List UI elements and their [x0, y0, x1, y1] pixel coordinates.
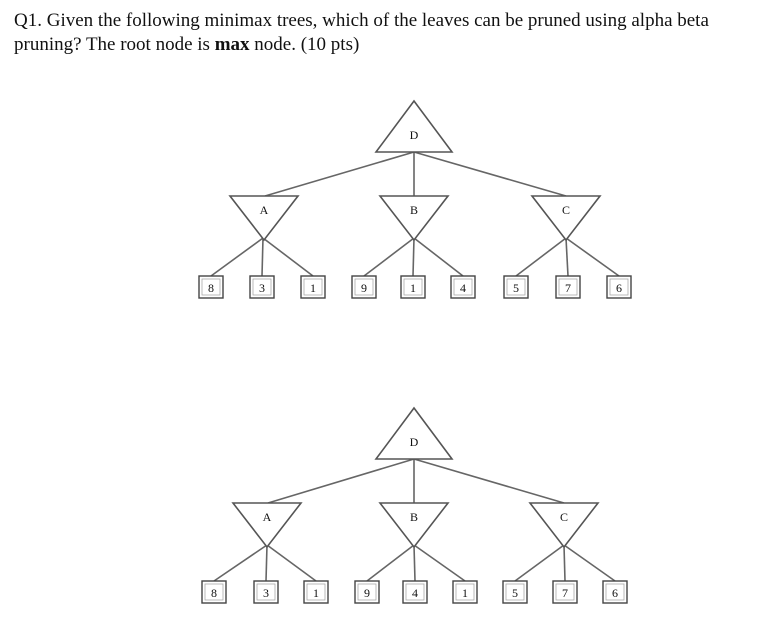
max-node-root	[376, 101, 452, 152]
edge-a-leaf-2	[262, 238, 263, 276]
edge-a-leaf-2	[266, 545, 267, 581]
node-label-b: B	[409, 203, 419, 217]
leaf-node	[603, 581, 627, 603]
edge-c-leaf-1	[516, 238, 566, 276]
edge-a-leaf-3	[267, 545, 316, 581]
edge-b-leaf-3	[414, 545, 465, 581]
leaf-value: 1	[410, 281, 416, 295]
edge-root-c	[414, 152, 566, 196]
leaf-value: 9	[364, 586, 370, 600]
leaf-value: 3	[263, 586, 269, 600]
node-label-root: D	[409, 128, 419, 142]
edge-root-a	[268, 459, 414, 503]
leaf-node	[301, 276, 325, 298]
edge-c-leaf-3	[564, 545, 615, 581]
edge-c-leaf-3	[566, 238, 619, 276]
edge-b-leaf-2	[413, 238, 414, 276]
question-body-end: node. (10 pts)	[249, 34, 360, 55]
leaf-node	[352, 276, 376, 298]
tree-1	[199, 101, 631, 298]
leaf-value: 1	[462, 586, 468, 600]
leaf-value: 6	[616, 281, 622, 295]
leaf-node	[403, 581, 427, 603]
leaf-node	[202, 581, 226, 603]
node-label-a: A	[262, 510, 272, 524]
edge-b-leaf-1	[367, 545, 414, 581]
leaf-node	[556, 276, 580, 298]
leaf-node	[553, 581, 577, 603]
leaf-node	[254, 581, 278, 603]
leaf-value: 3	[259, 281, 265, 295]
node-label-root: D	[409, 435, 419, 449]
edge-root-c	[414, 459, 564, 503]
leaf-value: 7	[565, 281, 571, 295]
question-bold-word: max	[214, 34, 250, 55]
edge-c-leaf-2	[564, 545, 565, 581]
edge-c-leaf-1	[515, 545, 564, 581]
leaf-value: 8	[208, 281, 214, 295]
node-label-c: C	[559, 510, 569, 524]
leaf-value: 8	[211, 586, 217, 600]
edge-root-a	[265, 152, 414, 196]
question-number: Q1.	[14, 10, 42, 31]
leaf-node	[504, 276, 528, 298]
node-label-b: B	[409, 510, 419, 524]
leaf-node	[453, 581, 477, 603]
leaf-value: 5	[513, 281, 519, 295]
edge-b-leaf-2	[414, 545, 415, 581]
leaf-value: 5	[512, 586, 518, 600]
max-node-root	[376, 408, 452, 459]
node-label-a: A	[259, 203, 269, 217]
leaf-node	[355, 581, 379, 603]
edge-b-leaf-3	[414, 238, 463, 276]
edge-a-leaf-3	[263, 238, 313, 276]
edge-a-leaf-1	[214, 545, 267, 581]
leaf-node	[401, 276, 425, 298]
leaf-value: 1	[310, 281, 316, 295]
tree-2	[202, 408, 627, 603]
leaf-value: 4	[412, 586, 418, 600]
edge-b-leaf-1	[364, 238, 414, 276]
node-label-c: C	[561, 203, 571, 217]
leaf-node	[503, 581, 527, 603]
leaf-node	[304, 581, 328, 603]
leaf-node	[250, 276, 274, 298]
edge-a-leaf-1	[211, 238, 263, 276]
leaf-value: 4	[460, 281, 466, 295]
leaf-value: 1	[313, 586, 319, 600]
leaf-value: 6	[612, 586, 618, 600]
leaf-value: 9	[361, 281, 367, 295]
leaf-node	[451, 276, 475, 298]
leaf-node	[607, 276, 631, 298]
leaf-node	[199, 276, 223, 298]
question-body-start: Given the following minimax trees, which of the leaves can be pruned using alpha beta pruning? The root node is	[14, 10, 709, 55]
edge-c-leaf-2	[566, 238, 568, 276]
leaf-value: 7	[562, 586, 568, 600]
